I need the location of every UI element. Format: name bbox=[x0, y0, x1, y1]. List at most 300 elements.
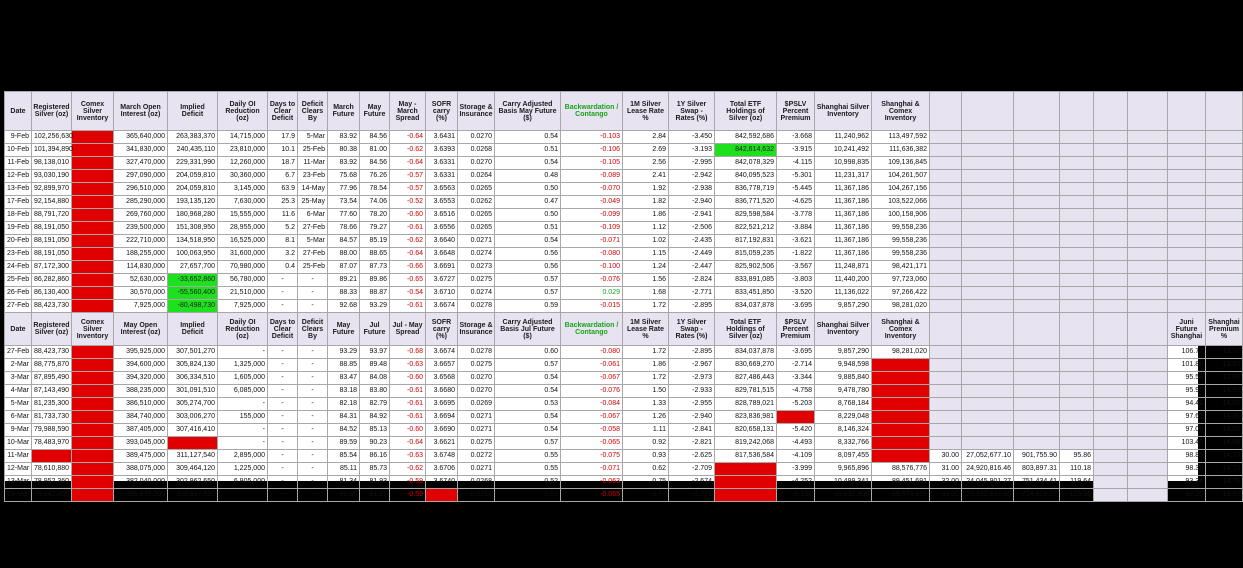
data-cell[interactable]: 99,558,236 bbox=[872, 222, 930, 235]
data-cell[interactable] bbox=[930, 437, 962, 450]
data-cell[interactable]: 387,405,000 bbox=[114, 424, 168, 437]
data-cell[interactable] bbox=[1060, 287, 1094, 300]
data-cell[interactable]: - bbox=[268, 411, 298, 424]
data-cell[interactable]: -0.071 bbox=[561, 235, 623, 248]
data-cell[interactable]: 842,592,686 bbox=[715, 131, 777, 144]
data-cell[interactable] bbox=[1128, 144, 1168, 157]
data-cell[interactable]: 0.0270 bbox=[458, 385, 495, 398]
data-cell[interactable]: 823,836,981 bbox=[715, 411, 777, 424]
data-cell[interactable]: 0.0265 bbox=[458, 222, 495, 235]
data-cell[interactable]: 114,830,000 bbox=[114, 261, 168, 274]
data-cell[interactable] bbox=[1128, 287, 1168, 300]
data-cell[interactable]: 81.34 bbox=[328, 476, 360, 489]
data-cell[interactable]: 0.54 bbox=[495, 411, 561, 424]
data-cell[interactable]: 3.6706 bbox=[426, 463, 458, 476]
data-cell[interactable] bbox=[1060, 157, 1094, 170]
data-cell[interactable]: 87,172,300 bbox=[32, 261, 72, 274]
data-cell[interactable]: -0.076 bbox=[561, 274, 623, 287]
data-cell[interactable]: -3.586 bbox=[777, 411, 815, 424]
data-cell[interactable]: 14.70 bbox=[1206, 463, 1243, 476]
data-cell[interactable]: -2.995 bbox=[669, 157, 715, 170]
data-cell[interactable]: 386,510,000 bbox=[114, 398, 168, 411]
data-cell[interactable]: 85.54 bbox=[328, 450, 360, 463]
data-cell[interactable]: -0.59 bbox=[390, 476, 426, 489]
data-cell[interactable]: -2.449 bbox=[669, 248, 715, 261]
data-cell[interactable]: 3.6694 bbox=[426, 411, 458, 424]
data-cell[interactable]: 0.50 bbox=[495, 209, 561, 222]
data-cell[interactable]: 394,513,418 bbox=[72, 131, 114, 144]
data-cell[interactable]: 8,097,455 bbox=[815, 450, 872, 463]
data-cell[interactable]: 102,256,630 bbox=[32, 131, 72, 144]
data-cell[interactable]: 263,383,370 bbox=[168, 131, 218, 144]
data-cell[interactable]: -0.106 bbox=[561, 144, 623, 157]
data-cell[interactable] bbox=[1128, 489, 1168, 502]
data-cell[interactable]: 311,127,540 bbox=[168, 450, 218, 463]
data-cell[interactable]: 31,600,000 bbox=[218, 248, 268, 261]
data-cell[interactable]: 14.06 bbox=[1206, 424, 1243, 437]
data-cell[interactable]: 85.13 bbox=[360, 424, 390, 437]
data-cell[interactable] bbox=[1014, 209, 1060, 222]
data-cell[interactable] bbox=[1206, 300, 1243, 313]
data-cell[interactable]: -0.61 bbox=[390, 222, 426, 235]
data-cell[interactable]: 27,657,700 bbox=[168, 261, 218, 274]
data-cell[interactable]: -0.57 bbox=[390, 170, 426, 183]
data-cell[interactable] bbox=[930, 235, 962, 248]
data-cell[interactable]: 0.52 bbox=[495, 489, 561, 502]
data-cell[interactable]: -5.203 bbox=[777, 398, 815, 411]
data-cell[interactable] bbox=[1094, 489, 1128, 502]
data-cell[interactable]: -0.065 bbox=[561, 489, 623, 502]
data-cell[interactable]: 93.97 bbox=[360, 346, 390, 359]
data-cell[interactable]: 88,791,720 bbox=[32, 209, 72, 222]
data-cell[interactable]: 9,478,780 bbox=[815, 385, 872, 398]
data-cell[interactable]: 0.92 bbox=[623, 437, 669, 450]
data-cell[interactable]: 3.6640 bbox=[426, 235, 458, 248]
data-cell[interactable]: 82.79 bbox=[360, 398, 390, 411]
data-cell[interactable] bbox=[1094, 372, 1128, 385]
data-cell[interactable]: 3.6331 bbox=[426, 170, 458, 183]
data-cell[interactable]: 0.0262 bbox=[458, 196, 495, 209]
data-cell[interactable]: 366,202,300 bbox=[72, 300, 114, 313]
data-cell[interactable]: 285,290,000 bbox=[114, 196, 168, 209]
data-cell[interactable]: 14.73 bbox=[1206, 450, 1243, 463]
row-date-cell[interactable]: 6-Mar bbox=[5, 411, 32, 424]
data-cell[interactable]: 10.1 bbox=[268, 144, 298, 157]
data-cell[interactable] bbox=[1060, 274, 1094, 287]
data-cell[interactable]: 3.6516 bbox=[426, 209, 458, 222]
data-cell[interactable]: 301,091,510 bbox=[168, 385, 218, 398]
data-cell[interactable] bbox=[1094, 424, 1128, 437]
data-cell[interactable]: 1.50 bbox=[623, 385, 669, 398]
data-cell[interactable] bbox=[1094, 411, 1128, 424]
data-cell[interactable] bbox=[1168, 157, 1206, 170]
data-cell[interactable]: 180,968,280 bbox=[168, 209, 218, 222]
data-cell[interactable]: 840,095,523 bbox=[715, 170, 777, 183]
data-cell[interactable]: 3.6648 bbox=[426, 248, 458, 261]
data-cell[interactable] bbox=[1206, 274, 1243, 287]
data-cell[interactable]: 829,598,584 bbox=[715, 209, 777, 222]
data-cell[interactable] bbox=[930, 411, 962, 424]
data-cell[interactable]: 7,925,000 bbox=[218, 300, 268, 313]
data-cell[interactable]: -0.080 bbox=[561, 248, 623, 261]
data-cell[interactable]: 89.59 bbox=[328, 437, 360, 450]
data-cell[interactable]: - bbox=[268, 300, 298, 313]
data-cell[interactable]: -0.070 bbox=[561, 183, 623, 196]
data-cell[interactable]: 724,928.27 bbox=[1014, 489, 1060, 502]
data-cell[interactable]: 0.0273 bbox=[458, 261, 495, 274]
row-date-cell[interactable]: 11-Mar bbox=[5, 450, 32, 463]
data-cell[interactable]: 366,257,038 bbox=[72, 248, 114, 261]
data-cell[interactable] bbox=[1014, 437, 1060, 450]
data-cell[interactable]: 381,870,000 bbox=[114, 489, 168, 502]
data-cell[interactable] bbox=[1014, 300, 1060, 313]
data-cell[interactable] bbox=[1094, 196, 1128, 209]
data-cell[interactable]: 151,308,950 bbox=[168, 222, 218, 235]
data-cell[interactable] bbox=[1206, 170, 1243, 183]
data-cell[interactable] bbox=[1206, 196, 1243, 209]
data-cell[interactable]: 355,173,696 bbox=[72, 372, 114, 385]
data-cell[interactable]: 88,775,870 bbox=[32, 359, 72, 372]
data-cell[interactable]: 389,475,000 bbox=[114, 450, 168, 463]
data-cell[interactable]: 2.69 bbox=[623, 144, 669, 157]
data-cell[interactable] bbox=[1128, 235, 1168, 248]
data-cell[interactable]: 11,367,186 bbox=[815, 248, 872, 261]
data-cell[interactable]: 111,636,382 bbox=[872, 144, 930, 157]
data-cell[interactable]: 78,610,880 bbox=[32, 463, 72, 476]
data-cell[interactable]: 25-May bbox=[298, 196, 328, 209]
data-cell[interactable]: 1.33 bbox=[623, 398, 669, 411]
row-date-cell[interactable]: 13-Feb bbox=[5, 183, 32, 196]
row-date-cell[interactable]: 18-Feb bbox=[5, 209, 32, 222]
data-cell[interactable]: 314,561,030 bbox=[168, 437, 218, 450]
data-cell[interactable] bbox=[1128, 170, 1168, 183]
data-cell[interactable]: 87,143,490 bbox=[32, 385, 72, 398]
data-cell[interactable]: - bbox=[268, 463, 298, 476]
data-cell[interactable]: 827,486,443 bbox=[715, 372, 777, 385]
data-cell[interactable]: -0.105 bbox=[561, 157, 623, 170]
data-cell[interactable]: - bbox=[268, 450, 298, 463]
data-cell[interactable]: 3.6674 bbox=[426, 300, 458, 313]
data-cell[interactable]: 97,266,422 bbox=[872, 287, 930, 300]
data-cell[interactable]: 99,558,236 bbox=[872, 248, 930, 261]
data-cell[interactable]: 239,500,000 bbox=[114, 222, 168, 235]
data-cell[interactable]: -2.967 bbox=[669, 359, 715, 372]
data-cell[interactable]: 0.0278 bbox=[458, 300, 495, 313]
data-cell[interactable] bbox=[1168, 300, 1206, 313]
data-cell[interactable]: 3.6727 bbox=[426, 274, 458, 287]
data-cell[interactable]: - bbox=[298, 476, 328, 489]
data-cell[interactable]: -2.973 bbox=[669, 372, 715, 385]
data-cell[interactable] bbox=[1206, 261, 1243, 274]
data-cell[interactable]: 27,052,677.10 bbox=[962, 450, 1014, 463]
data-cell[interactable] bbox=[1014, 183, 1060, 196]
data-cell[interactable]: -0.61 bbox=[390, 398, 426, 411]
data-cell[interactable]: 193,135,120 bbox=[168, 196, 218, 209]
data-cell[interactable] bbox=[962, 359, 1014, 372]
data-cell[interactable]: 361,834,810 bbox=[72, 287, 114, 300]
data-cell[interactable]: 834,037,878 bbox=[715, 300, 777, 313]
data-cell[interactable]: - bbox=[268, 274, 298, 287]
data-cell[interactable] bbox=[962, 261, 1014, 274]
data-cell[interactable]: -0.067 bbox=[561, 411, 623, 424]
data-cell[interactable] bbox=[1128, 450, 1168, 463]
data-cell[interactable]: 1.92 bbox=[623, 183, 669, 196]
data-cell[interactable]: 76.26 bbox=[360, 170, 390, 183]
data-cell[interactable] bbox=[962, 398, 1014, 411]
data-cell[interactable]: - bbox=[298, 424, 328, 437]
data-cell[interactable]: 98,421,171 bbox=[872, 261, 930, 274]
data-cell[interactable]: 0.77 bbox=[623, 489, 669, 502]
data-cell[interactable] bbox=[962, 183, 1014, 196]
data-cell[interactable]: -2.895 bbox=[669, 346, 715, 359]
data-cell[interactable] bbox=[1094, 359, 1128, 372]
data-cell[interactable]: 7,630,000 bbox=[218, 196, 268, 209]
data-cell[interactable] bbox=[1128, 157, 1168, 170]
data-cell[interactable]: - bbox=[298, 287, 328, 300]
data-cell[interactable]: 88,423,730 bbox=[32, 300, 72, 313]
data-cell[interactable]: 86,282,860 bbox=[32, 274, 72, 287]
data-cell[interactable] bbox=[1168, 144, 1206, 157]
data-cell[interactable]: 88,423,730 bbox=[32, 346, 72, 359]
data-cell[interactable]: -0.64 bbox=[390, 157, 426, 170]
data-cell[interactable]: 78,567,460 bbox=[32, 450, 72, 463]
data-cell[interactable]: 817,536,584 bbox=[715, 450, 777, 463]
data-cell[interactable] bbox=[1014, 248, 1060, 261]
data-cell[interactable]: 806,935,526 bbox=[715, 489, 777, 502]
data-cell[interactable]: -3.567 bbox=[777, 261, 815, 274]
data-cell[interactable]: - bbox=[268, 398, 298, 411]
data-cell[interactable]: -3.450 bbox=[669, 131, 715, 144]
data-cell[interactable] bbox=[1094, 170, 1128, 183]
data-cell[interactable] bbox=[930, 372, 962, 385]
data-cell[interactable]: -4.252 bbox=[777, 476, 815, 489]
data-cell[interactable]: 85.11 bbox=[328, 463, 360, 476]
data-cell[interactable] bbox=[1094, 300, 1128, 313]
data-cell[interactable]: 9,965,896 bbox=[815, 463, 872, 476]
data-cell[interactable]: 106.72 bbox=[1168, 346, 1206, 359]
data-cell[interactable] bbox=[1128, 411, 1168, 424]
data-cell[interactable]: 93.29 bbox=[328, 346, 360, 359]
data-cell[interactable]: 84.56 bbox=[360, 131, 390, 144]
data-cell[interactable]: 0.0268 bbox=[458, 476, 495, 489]
data-cell[interactable]: 98,724,468 bbox=[872, 359, 930, 372]
data-cell[interactable] bbox=[1014, 157, 1060, 170]
data-cell[interactable]: 86,444,915 bbox=[872, 450, 930, 463]
data-cell[interactable]: - bbox=[218, 424, 268, 437]
data-cell[interactable] bbox=[1168, 131, 1206, 144]
data-cell[interactable]: 14.59 bbox=[1206, 437, 1243, 450]
data-cell[interactable]: 344,324,826 bbox=[72, 463, 114, 476]
data-cell[interactable]: 836,771,520 bbox=[715, 196, 777, 209]
data-cell[interactable]: -0.64 bbox=[390, 131, 426, 144]
data-cell[interactable] bbox=[930, 170, 962, 183]
data-cell[interactable]: 381,568,516 bbox=[72, 170, 114, 183]
data-cell[interactable]: 833,891,085 bbox=[715, 274, 777, 287]
data-cell[interactable]: -0.59 bbox=[390, 489, 426, 502]
data-cell[interactable]: 306,334,510 bbox=[168, 372, 218, 385]
data-cell[interactable] bbox=[1206, 222, 1243, 235]
data-cell[interactable]: 8.1 bbox=[268, 235, 298, 248]
data-cell[interactable]: - bbox=[298, 463, 328, 476]
data-cell[interactable] bbox=[1060, 437, 1094, 450]
data-cell[interactable]: 25.3 bbox=[268, 196, 298, 209]
data-cell[interactable]: 70,980,000 bbox=[218, 261, 268, 274]
data-cell[interactable]: 89,574,959 bbox=[872, 489, 930, 502]
data-cell[interactable]: 86,816,736 bbox=[872, 437, 930, 450]
data-cell[interactable]: -0.63 bbox=[390, 450, 426, 463]
data-cell[interactable]: 77.96 bbox=[328, 183, 360, 196]
data-cell[interactable]: 92,899,970 bbox=[32, 183, 72, 196]
data-cell[interactable] bbox=[1168, 222, 1206, 235]
data-cell[interactable] bbox=[1128, 196, 1168, 209]
data-cell[interactable]: 86,130,400 bbox=[32, 287, 72, 300]
data-cell[interactable] bbox=[1094, 385, 1128, 398]
data-cell[interactable]: 94.41 bbox=[1168, 398, 1206, 411]
data-cell[interactable]: - bbox=[268, 372, 298, 385]
data-cell[interactable]: 82.18 bbox=[328, 398, 360, 411]
data-cell[interactable]: 819,242,068 bbox=[715, 437, 777, 450]
data-cell[interactable]: -33,652,860 bbox=[168, 274, 218, 287]
data-cell[interactable]: 81.93 bbox=[360, 476, 390, 489]
data-cell[interactable]: -0.52 bbox=[390, 196, 426, 209]
data-cell[interactable]: 0.0274 bbox=[458, 248, 495, 261]
data-cell[interactable]: 10,998,835 bbox=[815, 157, 872, 170]
data-cell[interactable]: 2.41 bbox=[623, 170, 669, 183]
data-cell[interactable] bbox=[962, 385, 1014, 398]
data-cell[interactable]: 305,274,700 bbox=[168, 398, 218, 411]
data-cell[interactable] bbox=[1206, 157, 1243, 170]
data-cell[interactable] bbox=[1060, 183, 1094, 196]
data-cell[interactable]: 78,952,360 bbox=[32, 476, 72, 489]
data-cell[interactable]: - bbox=[268, 476, 298, 489]
data-cell[interactable]: 3.6553 bbox=[426, 196, 458, 209]
data-cell[interactable]: 1.72 bbox=[623, 346, 669, 359]
data-cell[interactable] bbox=[930, 209, 962, 222]
data-cell[interactable]: -0.015 bbox=[561, 300, 623, 313]
data-cell[interactable]: - bbox=[218, 346, 268, 359]
data-cell[interactable]: 84.92 bbox=[360, 411, 390, 424]
data-cell[interactable] bbox=[930, 398, 962, 411]
data-cell[interactable]: 388,235,000 bbox=[114, 385, 168, 398]
data-cell[interactable]: 390,466,030 bbox=[72, 144, 114, 157]
data-cell[interactable]: -0.058 bbox=[561, 424, 623, 437]
data-cell[interactable]: 0.0278 bbox=[458, 346, 495, 359]
data-cell[interactable]: 368,613,726 bbox=[72, 222, 114, 235]
data-cell[interactable]: 27-Feb bbox=[298, 248, 328, 261]
data-cell[interactable]: 8,229,048 bbox=[815, 411, 872, 424]
data-cell[interactable]: 7,925,000 bbox=[114, 300, 168, 313]
data-cell[interactable]: 0.4 bbox=[268, 261, 298, 274]
data-cell[interactable]: -4.115 bbox=[777, 157, 815, 170]
data-cell[interactable]: 88,191,050 bbox=[32, 222, 72, 235]
data-cell[interactable]: -2.771 bbox=[669, 489, 715, 502]
data-cell[interactable]: 88.87 bbox=[360, 287, 390, 300]
data-cell[interactable]: 0.75 bbox=[623, 476, 669, 489]
data-cell[interactable]: -3.344 bbox=[777, 372, 815, 385]
data-cell[interactable]: 10,241,492 bbox=[815, 144, 872, 157]
data-cell[interactable] bbox=[1060, 372, 1094, 385]
data-cell[interactable]: 79.27 bbox=[360, 222, 390, 235]
data-cell[interactable] bbox=[1014, 261, 1060, 274]
data-cell[interactable] bbox=[1060, 248, 1094, 261]
data-cell[interactable]: 1.56 bbox=[623, 274, 669, 287]
data-cell[interactable]: 371,972,500 bbox=[72, 209, 114, 222]
data-cell[interactable]: 327,470,000 bbox=[114, 157, 168, 170]
data-cell[interactable] bbox=[962, 287, 1014, 300]
data-cell[interactable]: 9,948,598 bbox=[815, 359, 872, 372]
data-cell[interactable]: -2.435 bbox=[669, 235, 715, 248]
data-cell[interactable] bbox=[1094, 398, 1128, 411]
data-cell[interactable]: 0.0272 bbox=[458, 450, 495, 463]
data-cell[interactable] bbox=[962, 437, 1014, 450]
data-cell[interactable] bbox=[930, 359, 962, 372]
data-cell[interactable]: -2.841 bbox=[669, 424, 715, 437]
data-cell[interactable]: 0.54 bbox=[495, 385, 561, 398]
data-cell[interactable]: -0.080 bbox=[561, 346, 623, 359]
data-cell[interactable]: 95.95 bbox=[1168, 385, 1206, 398]
data-cell[interactable]: 0.62 bbox=[623, 463, 669, 476]
data-cell[interactable]: 0.0275 bbox=[458, 274, 495, 287]
data-cell[interactable]: 88.85 bbox=[328, 359, 360, 372]
data-cell[interactable]: 341,830,000 bbox=[114, 144, 168, 157]
data-cell[interactable] bbox=[1128, 385, 1168, 398]
data-cell[interactable]: 0.0271 bbox=[458, 424, 495, 437]
data-cell[interactable]: -5.420 bbox=[777, 424, 815, 437]
data-cell[interactable]: 1.82 bbox=[623, 196, 669, 209]
data-cell[interactable]: -2.941 bbox=[669, 209, 715, 222]
data-cell[interactable]: -0.067 bbox=[561, 372, 623, 385]
data-cell[interactable]: 63.9 bbox=[268, 183, 298, 196]
data-cell[interactable] bbox=[1060, 131, 1094, 144]
data-cell[interactable]: 113,497,592 bbox=[872, 131, 930, 144]
data-cell[interactable] bbox=[1060, 222, 1094, 235]
data-cell[interactable]: 78.20 bbox=[360, 209, 390, 222]
row-date-cell[interactable]: 10-Mar bbox=[5, 437, 32, 450]
data-cell[interactable]: 0.48 bbox=[495, 170, 561, 183]
data-cell[interactable] bbox=[1128, 346, 1168, 359]
data-cell[interactable]: -0.065 bbox=[561, 437, 623, 450]
data-cell[interactable]: -4.758 bbox=[777, 385, 815, 398]
data-cell[interactable] bbox=[930, 222, 962, 235]
data-cell[interactable]: 204,059,810 bbox=[168, 183, 218, 196]
data-cell[interactable]: -5.301 bbox=[777, 170, 815, 183]
data-cell[interactable]: 3.6710 bbox=[426, 287, 458, 300]
data-cell[interactable] bbox=[1168, 209, 1206, 222]
data-cell[interactable]: 12,260,000 bbox=[218, 157, 268, 170]
data-cell[interactable] bbox=[962, 274, 1014, 287]
data-cell[interactable]: 77.60 bbox=[328, 209, 360, 222]
data-cell[interactable]: -2.940 bbox=[669, 411, 715, 424]
data-cell[interactable]: - bbox=[298, 437, 328, 450]
data-cell[interactable]: 13.69 bbox=[1206, 372, 1243, 385]
data-cell[interactable]: -0.62 bbox=[390, 463, 426, 476]
data-cell[interactable]: -2.942 bbox=[669, 170, 715, 183]
data-cell[interactable]: 3.6393 bbox=[426, 144, 458, 157]
row-date-cell[interactable]: 27-Feb bbox=[5, 300, 32, 313]
data-cell[interactable]: 3.6621 bbox=[426, 437, 458, 450]
data-cell[interactable]: 123.56 bbox=[1060, 489, 1094, 502]
row-date-cell[interactable]: 27-Feb bbox=[5, 346, 32, 359]
data-cell[interactable]: 155,000 bbox=[218, 411, 268, 424]
data-cell[interactable]: 3.6563 bbox=[426, 183, 458, 196]
data-cell[interactable]: -80,498,730 bbox=[168, 300, 218, 313]
data-cell[interactable] bbox=[1206, 235, 1243, 248]
data-cell[interactable]: 95.58 bbox=[1168, 372, 1206, 385]
data-cell[interactable] bbox=[1014, 398, 1060, 411]
data-cell[interactable]: 30,570,000 bbox=[114, 287, 168, 300]
data-cell[interactable]: 134,518,950 bbox=[168, 235, 218, 248]
data-cell[interactable]: 8,146,324 bbox=[815, 424, 872, 437]
